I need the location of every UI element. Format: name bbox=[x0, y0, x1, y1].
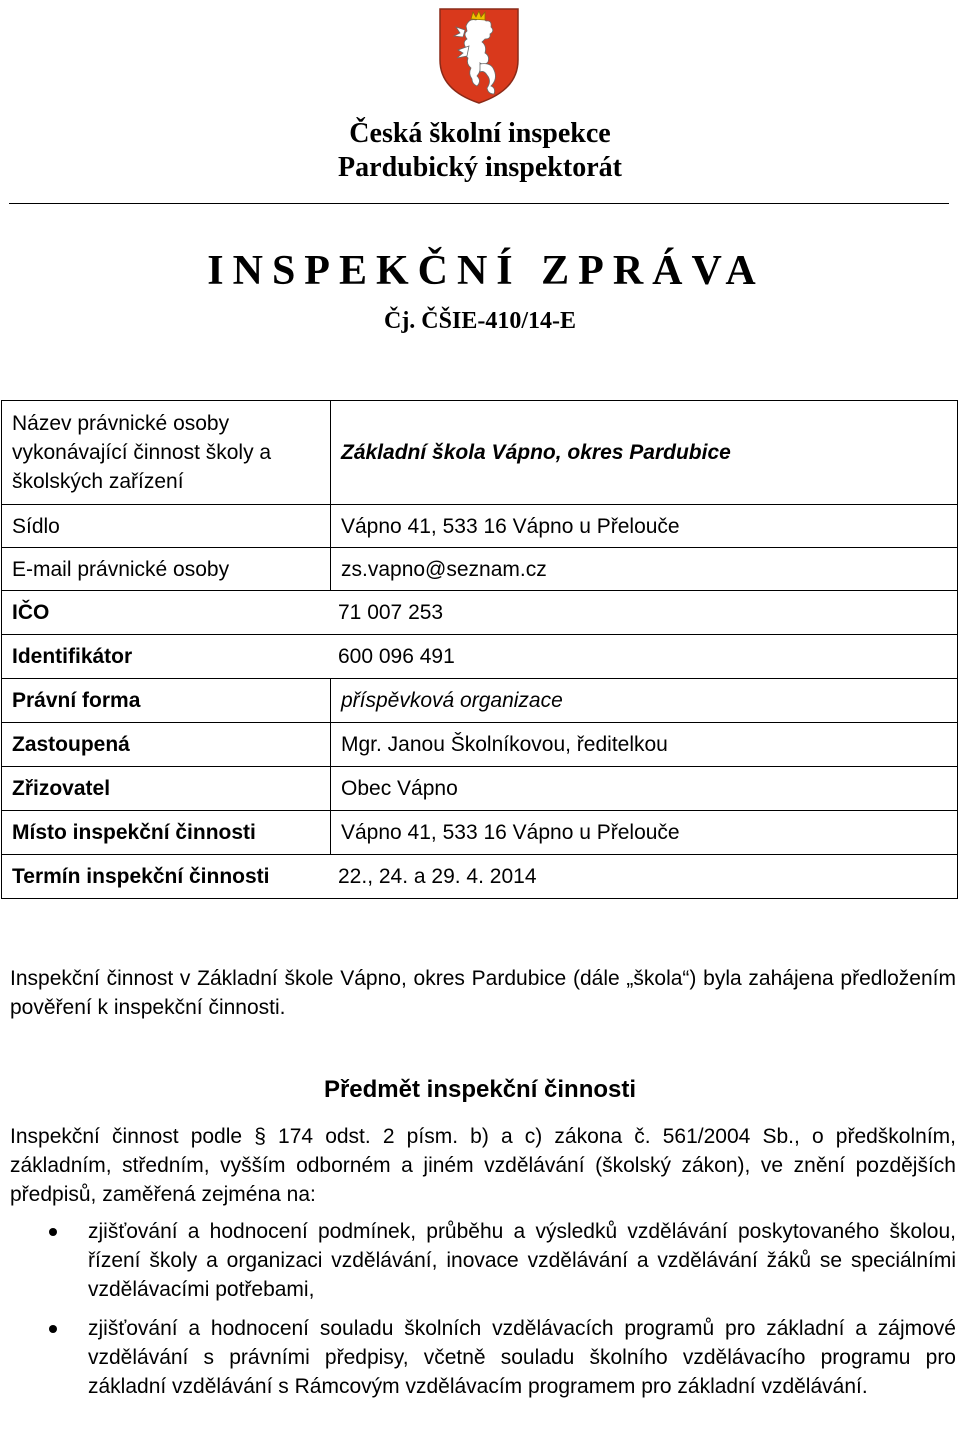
list-item bbox=[0, 1217, 956, 1304]
bullet-icon bbox=[49, 1325, 57, 1333]
email-label: E-mail právnické osoby bbox=[2, 548, 331, 591]
aims-list bbox=[0, 1217, 956, 1411]
legal-entity-value: Základní škola Vápno, okres Pardubice bbox=[331, 401, 958, 505]
legal-form-label: Právní forma bbox=[2, 679, 331, 723]
term-cell bbox=[2, 855, 958, 899]
subject-heading: Předmět inspekční činnosti bbox=[323, 1076, 637, 1103]
czech-coat-of-arms-emblem bbox=[436, 6, 522, 106]
header-divider bbox=[9, 203, 949, 204]
table-row bbox=[2, 401, 958, 505]
legal-form-value: příspěvková organizace bbox=[331, 679, 958, 723]
report-title: INSPEKČNÍ ZPRÁVA bbox=[207, 248, 765, 294]
table-row bbox=[2, 591, 958, 635]
table-row bbox=[2, 723, 958, 767]
table-row bbox=[2, 767, 958, 811]
represented-label: Zastoupená bbox=[2, 723, 331, 767]
subject-paragraph: Inspekční činnost podle § 174 odst. 2 písm. b) a c) zákona č. 561/2004 Sb., o předškolním, základním, středním, vyšším odborném a jiném vzdělávání (školský zákon), ve znění pozdějších předpisů, zaměřená zejména na: bbox=[10, 1125, 956, 1206]
ico-label: IČO bbox=[12, 601, 50, 624]
founder-label: Zřizovatel bbox=[2, 767, 331, 811]
intro-paragraph: Inspekční činnost v Základní škole Vápno, okres Pardubice (dále „škola“) byla zahájena předložením pověření k inspekční činnosti. bbox=[10, 967, 956, 1019]
table-row bbox=[2, 505, 958, 548]
table-row bbox=[2, 548, 958, 591]
founder-value: Obec Vápno bbox=[331, 767, 958, 811]
list-item-text: zjišťování a hodnocení podmínek, průběhu a výsledků vzdělávání poskytovaného školou, řízení školy a organizaci vzdělávání, inovace vzdělávání a vzdělávání žáků se speciálními vzdělávacími potřebami, bbox=[88, 1220, 956, 1301]
legal-entity-label: Název právnické osoby vykonávající činnost školy a školských zařízení bbox=[2, 401, 331, 505]
place-value: Vápno 41, 533 16 Vápno u Přelouče bbox=[331, 811, 958, 855]
list-item bbox=[0, 1314, 956, 1401]
reference-number: Čj. ČŠIE-410/14-E bbox=[383, 308, 576, 334]
represented-value: Mgr. Janou Školníkovou, ředitelkou bbox=[331, 723, 958, 767]
table-row bbox=[2, 855, 958, 899]
term-label: Termín inspekční činnosti bbox=[12, 865, 270, 888]
seat-label: Sídlo bbox=[2, 505, 331, 548]
list-item-text: zjišťování a hodnocení souladu školních vzdělávacích programů pro základní a zájmové vzdělávání s právními předpisy, včetně souladu školního vzdělávacího programu pro základní vzdělávání s Rámcovým vzdělávacím programem pro základní vzdělávání. bbox=[88, 1317, 956, 1398]
table-row bbox=[2, 635, 958, 679]
bullet-icon bbox=[49, 1228, 57, 1236]
identifier-value: 600 096 491 bbox=[338, 645, 455, 668]
email-value: zs.vapno@seznam.cz bbox=[331, 548, 958, 591]
term-value: 22., 24. a 29. 4. 2014 bbox=[338, 865, 537, 888]
inspectorate-name: Pardubický inspektorát bbox=[338, 152, 622, 183]
ico-value: 71 007 253 bbox=[338, 601, 444, 624]
table-row bbox=[2, 811, 958, 855]
identifier-label: Identifikátor bbox=[12, 645, 133, 668]
organization-name: Česká školní inspekce bbox=[349, 118, 611, 149]
identifier-cell bbox=[2, 635, 958, 679]
place-label: Místo inspekční činnosti bbox=[2, 811, 331, 855]
school-info-table bbox=[1, 400, 958, 899]
seat-value: Vápno 41, 533 16 Vápno u Přelouče bbox=[331, 505, 958, 548]
ico-cell bbox=[2, 591, 958, 635]
table-row bbox=[2, 679, 958, 723]
